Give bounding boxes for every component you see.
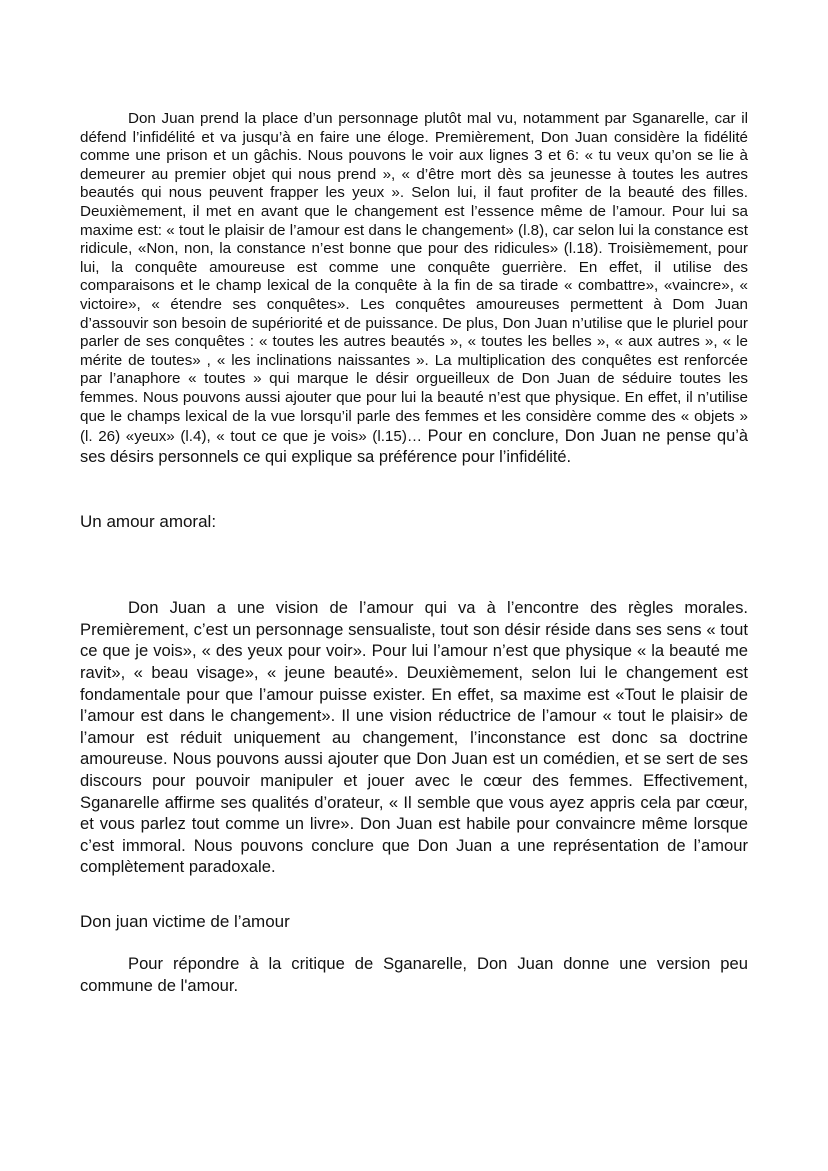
paragraph-victime: Pour répondre à la critique de Sganarelle, Don Juan donne une version peu commune de l'amour.: [80, 954, 748, 995]
section-heading-victime: Don juan victime de l’amour: [80, 912, 290, 931]
paragraph-infidelite: [80, 110, 748, 467]
document-page: [80, 110, 748, 996]
section-heading-amour-amoral: Un amour amoral:: [80, 512, 217, 532]
paragraph-amour-amoral: Don Juan a une vision de l’amour qui va à l’encontre des règles morales. Premièrement, c’est un personnage sensualiste, tout son désir réside dans ses sens « tout ce que je vois», « des yeux pour voir». Pour lui l’amour n’est que physique « la beauté me ravit», « beau visage», « jeune beauté». Deuxièmement, selon lui le changement est fondamentale pour que l’amour puisse exister. En effet, sa maxime est «Tout le plaisir de l’amour est dans le changement». Il une vision réductrice de l’amour « tout le plaisir» de l’amour est réduit uniquement au changement, l’inconstance est donc sa doctrine amoureuse. Nous pouvons aussi ajouter que Don Juan est un comédien, et se sert de ses discours pour pouvoir manipuler et jouer avec le cœur des femmes. Effectivement, Sganarelle affirme ses qualités d’orateur, « Il semble que vous ayez appris cela par cœur, et vous parlez tout comme un livre». Don Juan est habile pour convaincre même lorsque c’est immoral. Nous pouvons conclure que Don Juan a une représentation de l’amour complètement paradoxale.: [80, 598, 748, 877]
paragraph-body: Don Juan prend la place d’un personnage plutôt mal vu, notamment par Sganarelle, car il défend l’infidélité et va jusqu’à en faire une éloge. Premièrement, Don Juan considère la fidélité comme une prison et un gâchis. Nous pouvons le voir aux lignes 3 et 6: « tu veux qu’on se lie à demeurer au premier objet qui nous prend », « d’être mort dès sa jeunesse à toutes les autres beautés qui nous peuvent frapper les yeux ». Selon lui, il faut profiter de la beauté des filles. Deuxièmement, il met en avant que le changement est l’essence même de l’amour. Pour lui sa maxime est: « tout le plaisir de l’amour est dans le changement» (l.8), car selon lui la constance est ridicule, «Non, non, la constance n’est bonne que pour des ridicules» (l.18). Troisièmement, pour lui, la conquête amoureuse est comme une conquête guerrière. En effet, il utilise des comparaisons et le champ lexical de la conquête à la fin de sa tirade « combattre», «vaincre», « victoire», « étendre ses conquêtes». Les conquêtes amoureuses permettent à Dom Juan d’assouvir son besoin de supériorité et de puissance. De plus, Don Juan n’utilise que le pluriel pour parler de ses conquêtes : « toutes les autres beautés », « toutes les belles », « aux autres », « le mérite de toutes» , « les inclinations naissantes ». La multiplication des conquêtes est renforcée par l’anaphore « toutes » qui marque le désir orgueilleux de Don Juan de séduire toutes les femmes. Nous pouvons aussi ajouter que pour lui la beauté n’est que physique. En effet, il n’utilise que le champs lexical de la vue lorsqu’il parle des femmes et les considère comme des « objets » (l. 26) «yeux» (l.4), « tout ce que je vois» (l.15)…: [80, 110, 748, 446]
paragraph-conclusion: Pour en conclure, Don Juan ne pense qu’à ses désirs personnels ce qui explique sa préférence pour l’infidélité.: [80, 427, 748, 466]
